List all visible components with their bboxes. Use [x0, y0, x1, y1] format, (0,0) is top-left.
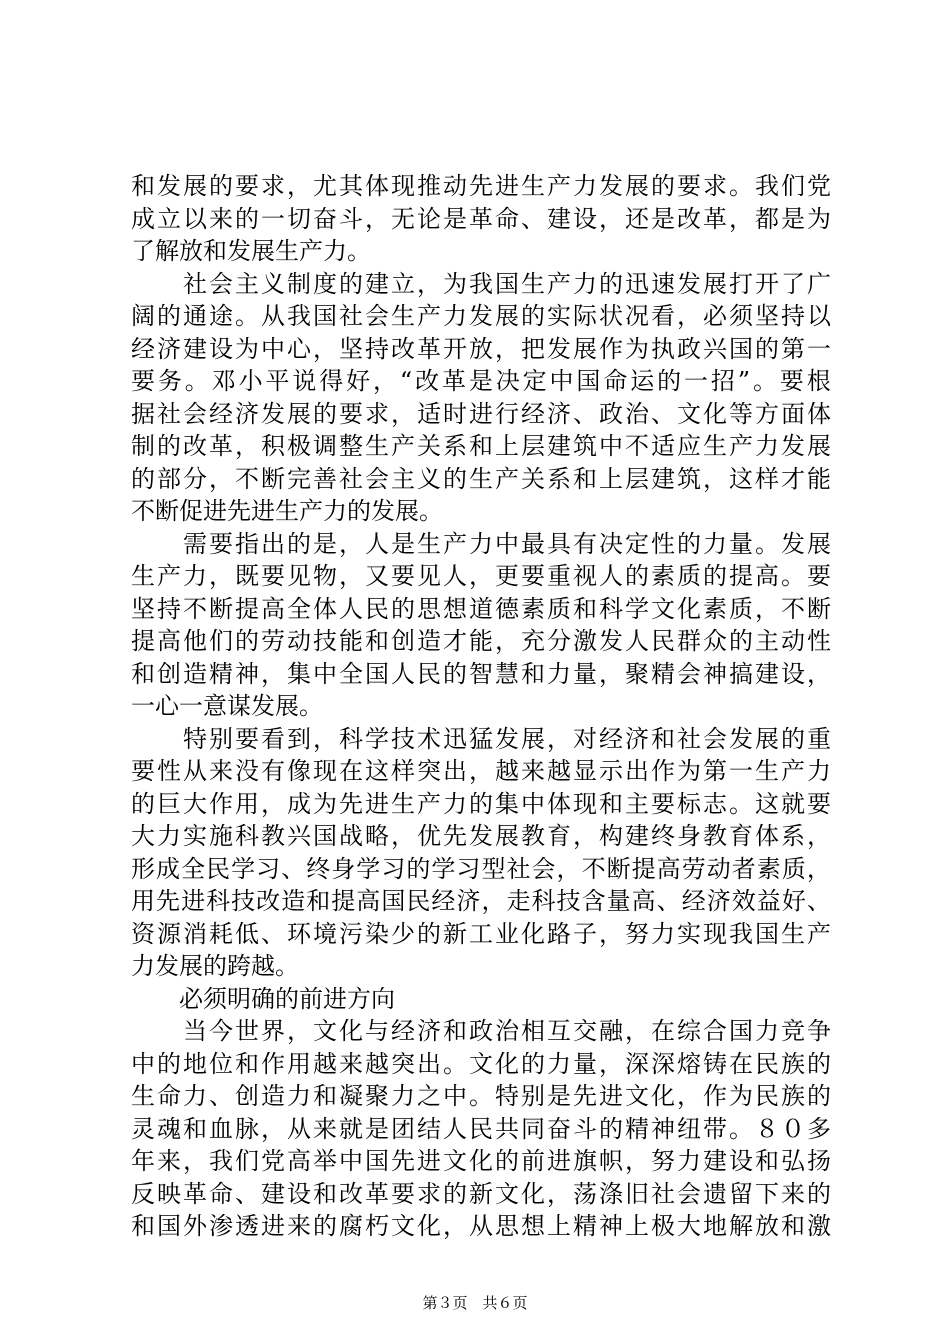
text-line: 社 会 主 义 制 度 的 建 立 ， 为 我 国 生 产 力 的 迅 速 发 展 打 开 了 广: [183, 269, 831, 298]
text-line: 用 先 进 科 技 改 造 和 提 高 国 民 经 济 ， 走 科 技 含 量 高 、 经 济 效 益 好 、: [131, 887, 831, 915]
text-line: 大 力 实 施 科 教 兴 国 战 略 ， 优 先 发 展 教 育 ， 构 建 终 身 教 育 体 系 ，: [131, 822, 831, 850]
text-line: 一心一意谋发展。: [131, 692, 323, 720]
text-line: 反 映 革 命 、 建 设 和 改 革 要 求 的 新 文 化 ， 荡 涤 旧 社 会 遗 留 下 来 的: [131, 1179, 831, 1208]
text-line: 资 源 消 耗 低 、 环 境 污 染 少 的 新 工 业 化 路 子 ， 努 力 实 现 我 国 生 产: [131, 919, 831, 948]
text-line: 灵 魂 和 血 脉 ， 从 来 就 是 团 结 人 民 共 同 奋 斗 的 精 神 纽 带 。 ８ ０ 多: [131, 1114, 831, 1143]
text-line: 要 性 从 来 没 有 像 现 在 这 样 突 出 ， 越 来 越 显 示 出 作 为 第 一 生 产 力: [131, 757, 831, 785]
text-line: 特 别 要 看 到 ， 科 学 技 术 迅 猛 发 展 ， 对 经 济 和 社 会 发 展 的 重: [183, 724, 831, 753]
text-line: 的 巨 大 作 用 ， 成 为 先 进 生 产 力 的 集 中 体 现 和 主 要 标 志 。 这 就 要: [131, 789, 831, 818]
text-line: 坚 持 不 断 提 高 全 体 人 民 的 思 想 道 德 素 质 和 科 学 文 化 素 质 ， 不 断: [131, 594, 831, 623]
text-line: 提 高 他 们 的 劳 动 技 能 和 创 造 才 能 ， 充 分 激 发 人 民 群 众 的 主 动 性: [131, 627, 831, 655]
text-line: 力发展的跨越。: [131, 952, 299, 980]
text-line: 和 创 造 精 神 ， 集 中 全 国 人 民 的 智 慧 和 力 量 ， 聚 精 会 神 搞 建 设 ，: [131, 659, 831, 688]
page-footer: 第３页 共６页: [422, 1294, 528, 1312]
text-line: 需 要 指 出 的 是 ， 人 是 生 产 力 中 最 具 有 决 定 性 的 力 量 。 发 展: [183, 529, 831, 558]
text-line: 中 的 地 位 和 作 用 越 来 越 突 出 。 文 化 的 力 量 ， 深 深 熔 铸 在 民 族 的: [131, 1049, 831, 1078]
text-line: 生 命 力 、 创 造 力 和 凝 聚 力 之 中 。 特 别 是 先 进 文 化 ， 作 为 民 族 的: [131, 1082, 831, 1110]
text-line: 生 产 力 ， 既 要 见 物 ， 又 要 见 人 ， 更 要 重 视 人 的 素 质 的 提 高 。 要: [131, 562, 831, 590]
text-line: 成 立 以 来 的 一 切 奋 斗 ， 无 论 是 革 命 、 建 设 ， 还 是 改 革 ， 都 是 为: [131, 204, 831, 233]
text-line: 阔 的 通 途 。 从 我 国 社 会 生 产 力 发 展 的 实 际 状 况 看 ， 必 须 坚 持 以: [131, 302, 831, 330]
text-line: 必须明确的前进方向: [131, 984, 395, 1013]
text-line: 经 济 建 设 为 中 心 ， 坚 持 改 革 开 放 ， 把 发 展 作 为 执 政 兴 国 的 第 一: [131, 334, 831, 363]
text-line: 制 的 改 革 ， 积 极 调 整 生 产 关 系 和 上 层 建 筑 中 不 适 应 生 产 力 发 展: [131, 432, 831, 460]
text-line: 和 国 外 渗 透 进 来 的 腐 朽 文 化 ， 从 思 想 上 精 神 上 极 大 地 解 放 和 激: [131, 1212, 831, 1240]
body-text: [131, 170, 831, 1243]
text-line: 据 社 会 经 济 发 展 的 要 求 ， 适 时 进 行 经 济 、 政 治 、 文 化 等 方 面 体: [131, 399, 831, 428]
text-line: 当 今 世 界 ， 文 化 与 经 济 和 政 治 相 互 交 融 ， 在 综 合 国 力 竞 争: [183, 1017, 831, 1045]
text-line: 年 来 ， 我 们 党 高 举 中 国 先 进 文 化 的 前 进 旗 帜 ， 努 力 建 设 和 弘 扬: [131, 1147, 831, 1175]
text-line: 要 务 。 邓 小 平 说 得 好 ， “ 改 革 是 决 定 中 国 命 运 的 一 招 ” 。 要 根: [131, 367, 831, 395]
text-line: 了解放和发展生产力。: [131, 237, 371, 265]
text-line: 和 发 展 的 要 求 ， 尤 其 体 现 推 动 先 进 生 产 力 发 展 的 要 求 。 我 们 党: [131, 172, 831, 200]
text-line: 的 部 分 ， 不 断 完 善 社 会 主 义 的 生 产 关 系 和 上 层 建 筑 ， 这 样 才 能: [131, 464, 831, 493]
text-line: 形 成 全 民 学 习 、 终 身 学 习 的 学 习 型 社 会 ， 不 断 提 高 劳 动 者 素 质 ，: [131, 854, 831, 883]
text-line: 不断促进先进生产力的发展。: [131, 497, 443, 525]
